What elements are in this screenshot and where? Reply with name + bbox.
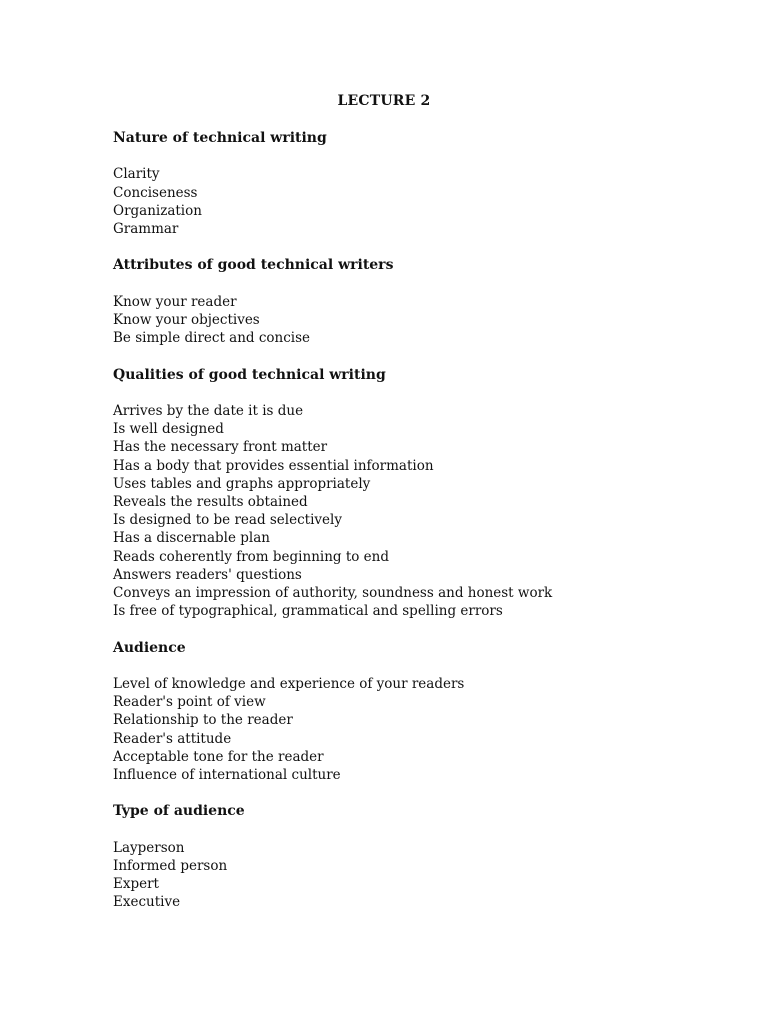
section-heading: Type of audience: [113, 803, 245, 820]
section-heading: Qualities of good technical writing: [113, 366, 386, 383]
list-item: Is well designed: [113, 421, 224, 438]
section-audience: [113, 639, 713, 785]
list-item: Is free of typographical, grammatical and spelling errors: [113, 603, 503, 620]
list-item: Has a body that provides essential information: [113, 457, 434, 474]
list-item: Conciseness: [113, 184, 198, 201]
section-heading: Audience: [113, 639, 186, 656]
list-item: Be simple direct and concise: [113, 330, 311, 347]
section-heading: Attributes of good technical writers: [113, 257, 394, 274]
section-nature-of-technical-writing: [113, 129, 713, 238]
item-list: [113, 293, 713, 348]
list-item: Relationship to the reader: [113, 712, 293, 729]
list-item: Expert: [113, 876, 159, 893]
list-item: Layperson: [113, 839, 185, 856]
list-item: Executive: [113, 894, 181, 911]
list-item: Has a discernable plan: [113, 530, 270, 547]
list-item: Know your objectives: [113, 311, 260, 328]
list-item: Reveals the results obtained: [113, 493, 308, 510]
list-item: Reader's point of view: [113, 694, 266, 711]
list-item: Level of knowledge and experience of your readers: [113, 675, 465, 692]
list-item: Organization: [113, 202, 202, 219]
list-item: Conveys an impression of authority, soundness and honest work: [113, 585, 553, 601]
item-list: [113, 675, 713, 784]
list-item: Is designed to be read selectively: [113, 512, 342, 529]
list-item: Reads coherently from beginning to end: [113, 548, 389, 565]
list-item: Has the necessary front matter: [113, 439, 328, 456]
item-list: [113, 839, 713, 912]
section-heading: Nature of technical writing: [113, 130, 327, 146]
list-item: Reader's attitude: [113, 730, 232, 747]
list-item: Grammar: [113, 221, 179, 237]
list-item: Arrives by the date it is due: [113, 402, 304, 419]
list-item: Know your reader: [113, 293, 237, 310]
section-qualities-of-good-technical-writing: [113, 366, 713, 621]
list-item: Acceptable tone for the reader: [113, 748, 324, 765]
item-list: [113, 165, 713, 238]
item-list: [113, 402, 713, 620]
list-item: Informed person: [113, 857, 228, 874]
list-item: Influence of international culture: [113, 767, 341, 783]
page-title: LECTURE 2: [337, 93, 431, 109]
list-item: Clarity: [113, 166, 160, 183]
section-type-of-audience: [113, 802, 713, 911]
lecture-content: [113, 129, 713, 930]
section-attributes-of-good-technical-writers: [113, 256, 713, 347]
list-item: Answers readers' questions: [113, 566, 302, 583]
list-item: Uses tables and graphs appropriately: [113, 475, 371, 492]
